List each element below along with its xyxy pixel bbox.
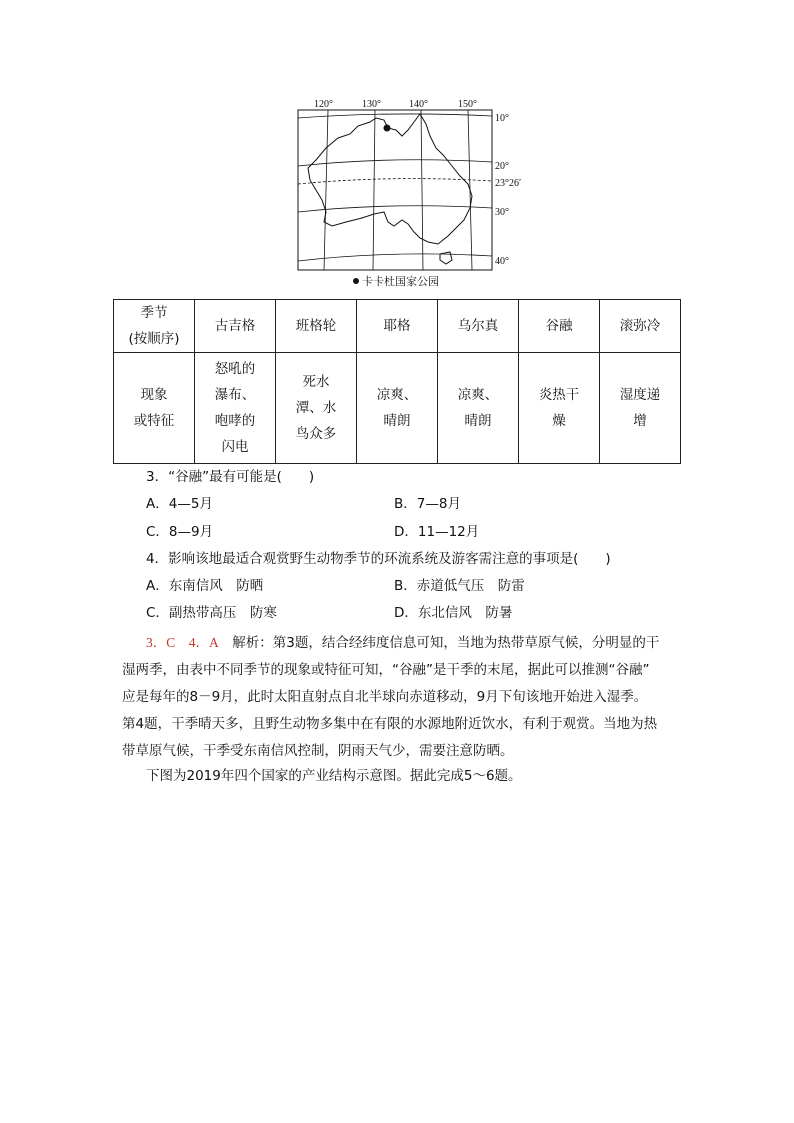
q4-option-b: B．赤道低气压 防雷 (394, 578, 525, 594)
season-table (113, 299, 681, 464)
season-feature: 怒吼的瀑布、咆哮的闪电 (195, 353, 276, 464)
q4-option-c: C．副热带高压 防寒 (146, 605, 277, 621)
lon-140: 140° (409, 99, 428, 110)
q3-option-b: B．7—8月 (394, 496, 461, 512)
lat-10: 10° (495, 113, 509, 124)
lat-40: 40° (495, 256, 509, 267)
question-4-stem: 4．影响该地最适合观赏野生动物季节的环流系统及游客需注意的事项是( ) (146, 551, 611, 567)
question-3-stem: 3．“谷融”最有可能是( ) (146, 469, 315, 485)
answer-key: 3．C 4．A (146, 635, 219, 650)
season-name: 耶格 (357, 300, 438, 353)
season-name: 乌尔真 (438, 300, 519, 353)
q3-option-d: D．11—12月 (394, 524, 480, 540)
season-name: 班格轮 (276, 300, 357, 353)
row-label-cell: 现象 或特征 (114, 353, 195, 464)
season-name: 古吉格 (195, 300, 276, 353)
season-name: 谷融 (519, 300, 600, 353)
lon-120: 120° (314, 99, 333, 110)
map-caption: 卡卡杜国家公园 (353, 273, 439, 289)
lat-20: 20° (495, 161, 509, 172)
next-section-intro: 下图为2019年四个国家的产业结构示意图。据此完成5～6题。 (146, 768, 522, 784)
q4-option-a: A．东南信风 防晒 (146, 578, 264, 594)
dot-icon (353, 278, 359, 284)
lon-130: 130° (362, 99, 381, 110)
lat-2326: 23°26′ (495, 178, 522, 189)
kakadu-marker (384, 125, 391, 132)
answer-explanation: 3．C 4．A 解析：第3题，结合经纬度信息可知，当地为热带草原气候，分明显的干 湿两季，由表中不同季节的现象或特征可知，“谷融”是干季的末尾，据此可以推测“谷融” 应是每年的8－9月，此时太阳直射点自北半球向赤道移动，9月下旬该地开始进入湿季。 第4题，干季晴天多，且野生动物多集中在有限的水源地附近饮水，有利于观赏。当地为热 带草原气候，干季受东南信风控制，阴雨天气少，需要注意防晒。 (122, 635, 660, 759)
season-feature: 炎热干燥 (519, 353, 600, 464)
q4-option-d: D．东北信风 防暑 (394, 605, 513, 621)
q3-option-c: C．8—9月 (146, 524, 214, 540)
lon-150: 150° (458, 99, 477, 110)
season-feature: 死水潭、水鸟众多 (276, 353, 357, 464)
season-feature: 凉爽、晴朗 (357, 353, 438, 464)
header-label-cell: 季节 (按顺序) (114, 300, 195, 353)
australia-map (292, 96, 532, 286)
season-feature: 凉爽、晴朗 (438, 353, 519, 464)
lat-30: 30° (495, 207, 509, 218)
season-feature: 湿度递增 (600, 353, 681, 464)
q3-option-a: A．4—5月 (146, 496, 213, 512)
season-name: 滚弥冷 (600, 300, 681, 353)
